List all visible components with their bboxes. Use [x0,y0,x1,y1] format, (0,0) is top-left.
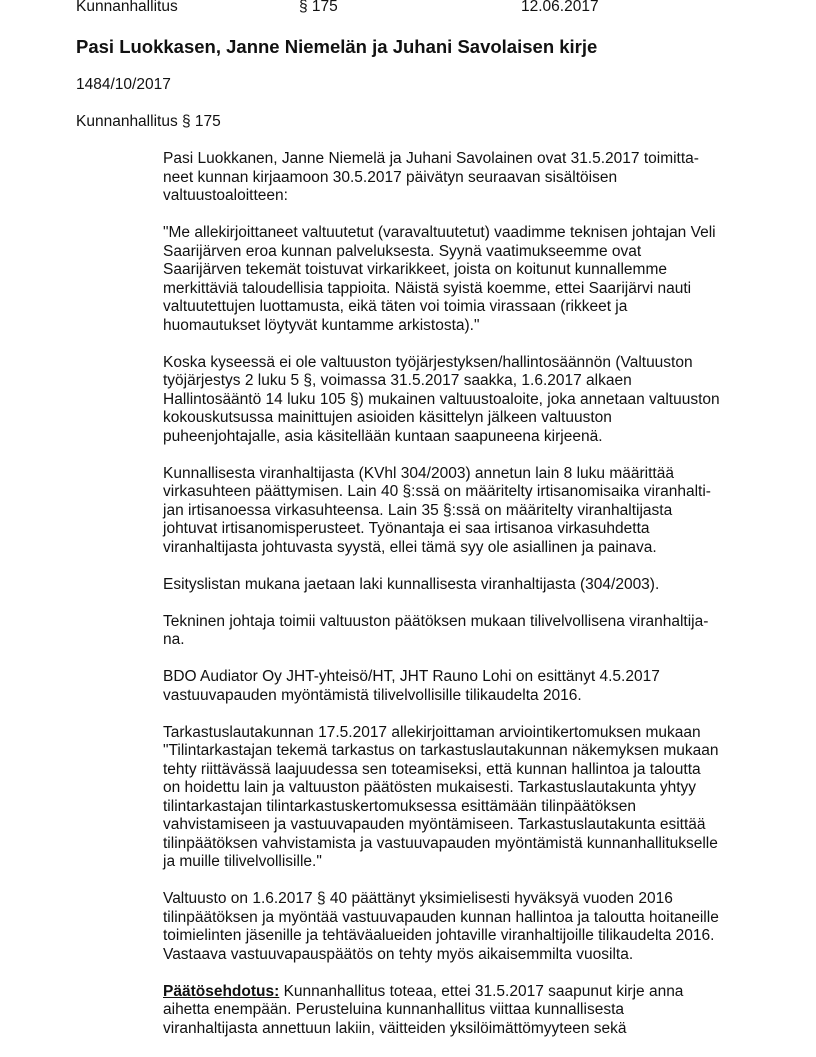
body-paragraph [163,668,783,705]
paragraph-line: na. [163,631,185,648]
paragraph-line: Valtuusto on 1.6.2017 § 40 päättänyt yksimielisesti hyväksyä vuoden 2016 [163,890,673,907]
paragraph-line: Saarijärven eroa kunnan palveluksesta. Syynä vaatimukseemme ovat [163,242,642,260]
body-paragraph [163,576,783,595]
proposal-first-line [163,983,783,1002]
document-title: Pasi Luokkasen, Janne Niemelän ja Juhani Savolaisen kirje [76,36,598,57]
paragraph-line: tilintarkastajan tilintarkastuskertomuksessa esittämään tilinpäätöksen [163,797,636,815]
body-paragraph [163,724,783,872]
paragraph-line: on hoidettu lain ja valtuuston päätösten mukaisesti. Tarkastuslautakunta yhtyy [163,779,697,796]
paragraph-line: ja muille tilivelvollisille." [163,853,322,870]
body-paragraph [163,354,783,447]
paragraph-line: työjärjestys 2 luku 5 §, voimassa 31.5.2017 saakka, 1.6.2017 alkaen [163,372,632,389]
paragraph-line: tilinpäätöksen vahvistamista ja vastuuvapauden myöntämistä kunnanhallitukselle [163,834,718,852]
paragraph-line: tilinpäätöksen ja myöntää vastuuvapauden kunnan hallintoa ja taloutta hoitaneille [163,908,719,926]
paragraph-line: Hallintosääntö 14 luku 105 §) mukainen valtuustoaloite, joka annetaan valtuuston [163,390,720,408]
decision-proposal [163,983,783,1039]
header-date: 12.06.2017 [521,0,599,15]
paragraph-line: toimielinten jäsenille ja tehtäväalueiden johtaville viranhaltijoille tilikaudelta 2016. [163,927,715,944]
body-paragraph [163,465,783,558]
paragraph-line: Kunnallisesta viranhaltijasta (KVhl 304/2003) annetun lain 8 luku määrittää [163,464,674,482]
paragraph-line: huomautukset löytyvät kuntamme arkistosta)." [163,316,480,334]
proposal-first-line-text: Kunnanhallitus toteaa, ettei 31.5.2017 saapunut kirje anna [279,982,684,1000]
header-body-name: Kunnanhallitus [76,0,178,15]
paragraph-line: merkittäviä taloudellisia tappioita. Näistä syistä koemme, ettei Saarijärvi nauti [163,279,692,297]
paragraph-line: Tarkastuslautakunnan 17.5.2017 allekirjoittaman arviointikertomuksen mukaan [163,723,701,741]
paragraph-line: kokouskutsussa mainittujen asioiden käsittelyn jälkeen valtuuston [163,409,612,426]
paragraph-line: valtuutettujen luottamusta, eikä täten voi toimia virassaan (rikkeet ja [163,298,628,315]
paragraph-line: "Me allekirjoittaneet valtuutetut (varavaltuutetut) vaadimme teknisen johtajan Veli [163,224,716,241]
paragraph-line: vastuuvapauden myöntämistä tilivelvollisille tilikaudelta 2016. [163,686,582,704]
paragraph-line: BDO Audiator Oy JHT-yhteisö/HT, JHT Rauno Lohi on esittänyt 4.5.2017 [163,668,660,685]
document-body [163,150,783,1057]
document-header [76,0,776,18]
header-section-number: § 175 [299,0,338,15]
paragraph-line: Koska kyseessä ei ole valtuuston työjärjestyksen/hallintosäännön (Valtuuston [163,353,693,371]
paragraph-line: puheenjohtajalle, asia käsitellään kuntaan saapuneena kirjeenä. [163,427,603,445]
paragraph-line: tehty riittävässä laajuudessa sen toteamiseksi, että kunnan hallintoa ja taloutta [163,760,701,778]
paragraph-line: Vastaava vastuuvapauspäätös on tehty myös aikaisemmilta vuosilta. [163,945,634,963]
paragraph-line: "Tilintarkastajan tekemä tarkastus on tarkastuslautakunnan näkemyksen mukaan [163,742,719,759]
paragraph-line: Saarijärven tekemät toistuvat virkarikkeet, joista on koitunut kunnallemme [163,261,667,278]
paragraph-line: Pasi Luokkanen, Janne Niemelä ja Juhani Savolainen ovat 31.5.2017 toimitta- [163,150,699,167]
paragraph-line: virkasuhteen päättymisen. Lain 40 §:ssä on määritelty irtisanomisaika viranhalti- [163,483,711,500]
body-paragraph [163,150,783,206]
body-paragraph [163,890,783,964]
paragraph-line: Tekninen johtaja toimii valtuuston päätöksen mukaan tilivelvollisena viranhaltija- [163,612,709,630]
proposal-line: aihetta enempään. Perusteluina kunnanhallitus viittaa kunnallisesta [163,1001,624,1018]
paragraph-line: vahvistamiseen ja vastuuvapauden myöntämiseen. Tarkastuslautakunta esittää [163,816,706,833]
paragraph-line: viranhaltijasta johtuvasta syystä, ellei tämä syy ole asiallinen ja painava. [163,538,657,556]
paragraph-line: valtuustoaloitteen: [163,187,288,204]
body-paragraph [163,224,783,335]
proposal-line: viranhaltijasta annettuun lakiin, väitteiden yksilöimättömyyteen sekä [163,1019,627,1037]
body-paragraph [163,613,783,650]
document-number: 1484/10/2017 [76,76,171,93]
paragraph-line: Esityslistan mukana jaetaan laki kunnallisesta viranhaltijasta (304/2003). [163,575,660,593]
paragraph-list [163,150,783,964]
paragraph-line: johtuvat irtisanomisperusteet. Työnantaja ei saa irtisanoa virkasuhdetta [163,520,650,537]
proposal-label: Päätösehdotus: [163,982,280,1000]
body-reference: Kunnanhallitus § 175 [76,113,221,130]
paragraph-line: neet kunnan kirjaamoon 30.5.2017 päivätyn seuraavan sisältöisen [163,168,618,186]
paragraph-line: jan irtisanoessa virkasuhteensa. Lain 35 §:ssä on määritelty viranhaltijasta [163,501,673,519]
